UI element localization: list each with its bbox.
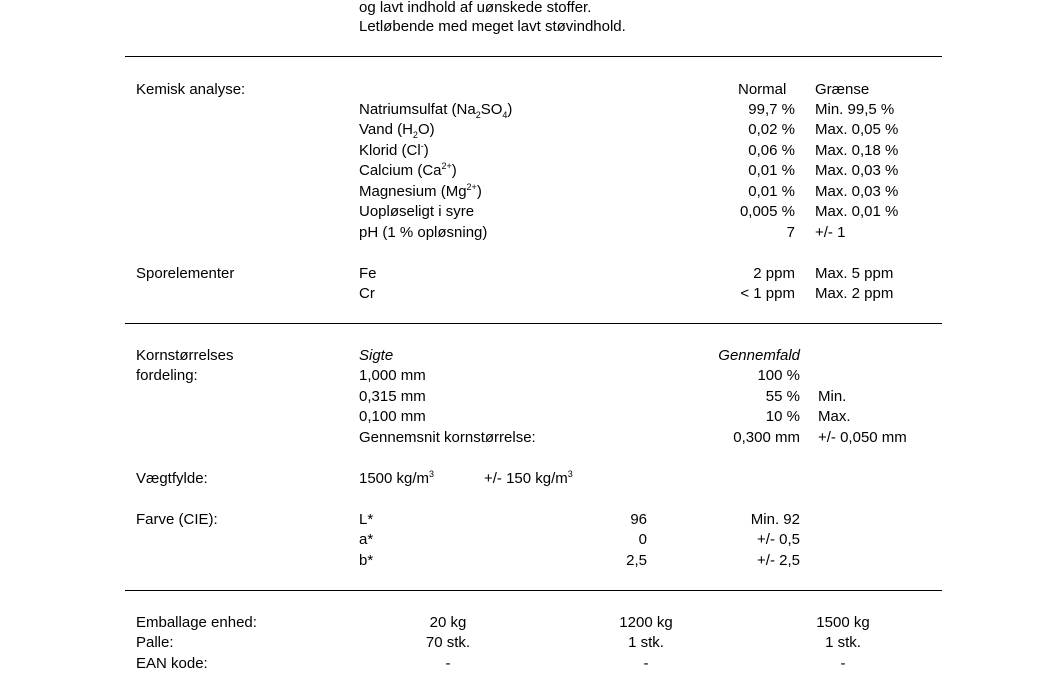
chem-name-sodium-sulfate: Natriumsulfat $(Na_2SO_4)$ — [359, 101, 513, 120]
grain-pass: 0,300 mm — [733, 429, 800, 446]
trace-elements-label: Sporelementer — [136, 265, 235, 282]
grain-limit: Min. — [818, 388, 847, 405]
chem-limit-value: Max. 0,01 % — [815, 203, 899, 220]
trace-limit-value: Max. 5 ppm — [815, 265, 894, 282]
density-value: 1500 $kg/m^3$ — [359, 469, 435, 487]
color-cie-label: Farve (CIE): — [136, 511, 218, 528]
chem-normal-value: 0,01 % — [748, 162, 795, 179]
chem-limit-value: Max. 0,05 % — [815, 121, 899, 138]
trace-limit-value: Max. 2 ppm — [815, 285, 894, 302]
grain-sieve: Gennemsnit kornstørrelse: — [359, 429, 536, 446]
color-value: 96 — [630, 511, 647, 528]
chem-normal-value: 7 — [786, 224, 795, 241]
chem-name-calcium: Calcium $(Ca^{2+})$ — [359, 161, 457, 179]
chemical-analysis-label: Kemisk analyse: — [136, 81, 246, 98]
color-name: a* — [359, 531, 374, 548]
grain-sieve: 0,100 mm — [359, 408, 426, 425]
chem-name-magnesium: Magnesium $(Mg^{2+})$ — [359, 182, 482, 200]
ean-value: - — [445, 655, 451, 672]
chem-limit-value: +/- 1 — [815, 224, 846, 241]
ean-code-label: EAN kode: — [136, 655, 208, 672]
col-sieve-header: Sigte — [359, 347, 394, 364]
col-normal-header: Normal — [738, 81, 787, 98]
chem-normal-value: 0,02 % — [748, 121, 795, 138]
chem-limit-value: Min. 99,5 % — [815, 101, 895, 118]
chem-normal-value: 99,7 % — [748, 101, 795, 118]
chem-normal-value: 0,005 % — [739, 203, 795, 220]
pallet-value: 1 stk. — [825, 634, 861, 651]
chem-name-insoluble: Uopløseligt i syre — [359, 203, 475, 220]
pallet-value: 1 stk. — [628, 634, 664, 651]
color-name: L* — [359, 511, 374, 528]
grain-sieve: 1,000 mm — [359, 367, 426, 384]
intro-line-2: Letløbende med meget lavt støvindhold. — [359, 18, 626, 35]
intro-line-1: og lavt indhold af uønskede stoffer. — [359, 0, 592, 16]
color-limit: +/- 2,5 — [757, 552, 800, 569]
chem-normal-value: 0,06 % — [748, 142, 795, 159]
density-label: Vægtfylde: — [136, 470, 208, 487]
ean-value: - — [840, 655, 846, 672]
color-name: b* — [359, 552, 374, 569]
density-tolerance: +/- 150 $kg/m^3$ — [484, 469, 573, 487]
divider — [125, 56, 942, 57]
pallet-value: 70 stk. — [425, 634, 471, 651]
chem-name-ph: pH (1 % opløsning) — [359, 224, 488, 241]
trace-name: Fe — [359, 265, 377, 282]
chem-normal-value: 0,01 % — [748, 183, 795, 200]
packaging-value: 20 kg — [429, 614, 467, 631]
grain-distribution-label: fordeling: — [136, 367, 198, 384]
grain-pass: 10 % — [765, 408, 800, 425]
packaging-unit-label: Emballage enhed: — [136, 614, 257, 631]
grain-sieve: 0,315 mm — [359, 388, 426, 405]
packaging-value: 1500 kg — [816, 614, 870, 631]
col-limit-header: Grænse — [815, 81, 870, 98]
col-pass-header: Gennemfald — [718, 347, 800, 364]
ean-value: - — [643, 655, 649, 672]
packaging-value: 1200 kg — [619, 614, 673, 631]
chem-name-water: Vand $(H_2O)$ — [359, 121, 435, 140]
color-value: 0 — [638, 531, 647, 548]
grain-pass: 100 % — [757, 367, 800, 384]
divider — [125, 590, 942, 591]
chem-limit-value: Max. 0,03 % — [815, 183, 899, 200]
pallet-label: Palle: — [136, 634, 174, 651]
trace-normal-value: < 1 ppm — [740, 285, 795, 302]
color-limit: +/- 0,5 — [757, 531, 800, 548]
chem-limit-value: Max. 0,03 % — [815, 162, 899, 179]
chem-limit-value: Max. 0,18 % — [815, 142, 899, 159]
trace-name: Cr — [359, 285, 375, 302]
grain-limit: +/- 0,050 mm — [818, 429, 907, 446]
color-value: 2,5 — [626, 552, 647, 569]
trace-normal-value: 2 ppm — [753, 265, 795, 282]
divider — [125, 323, 942, 324]
chem-name-chloride: Klorid (Cl-) — [359, 141, 429, 159]
grain-size-label: Kornstørrelses — [136, 347, 234, 364]
color-limit: Min. 92 — [750, 511, 800, 528]
grain-pass: 55 % — [765, 388, 800, 405]
grain-limit: Max. — [818, 408, 851, 425]
